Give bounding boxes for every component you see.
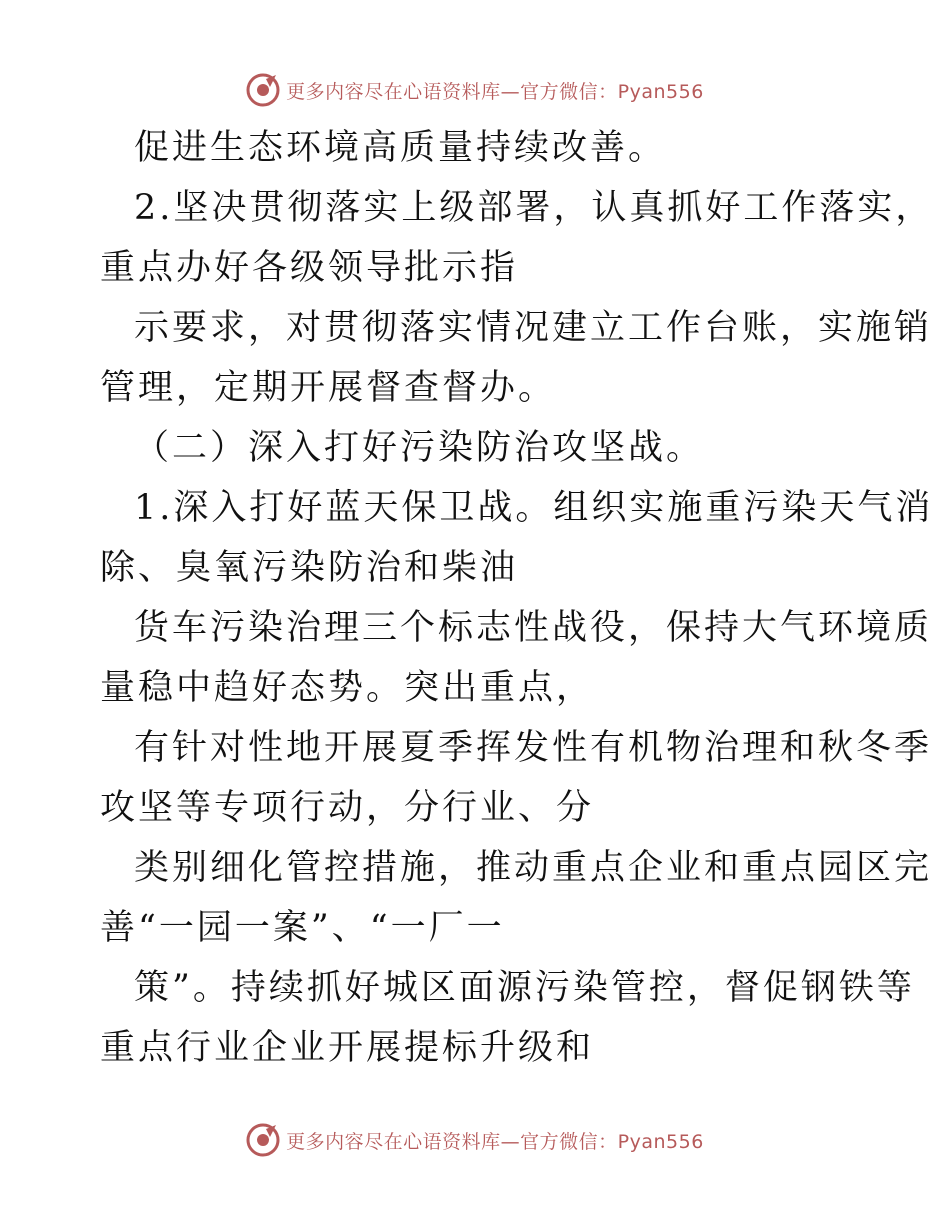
- header-watermark-text: 更多内容尽在心语资料库—官方微信：Pyan556: [286, 80, 704, 103]
- text-line: 善“一园一案”、“一厂一: [100, 908, 505, 948]
- text-line: 重点办好各级领导批示指: [100, 248, 519, 288]
- text-line: 除、臭氧污染防治和柴油: [100, 548, 519, 588]
- document-body: [100, 118, 934, 1078]
- text-line: 有针对性地开展夏季挥发性有机物治理和秋冬季: [134, 728, 933, 768]
- text-line: 重点行业企业开展提标升级和: [100, 1028, 595, 1068]
- text-line: 1.深入打好蓝天保卫战。组织实施重污染天气消: [134, 488, 934, 528]
- header-watermark: [0, 70, 950, 110]
- text-line: 货车污染治理三个标志性战役，保持大气环境质: [134, 608, 933, 648]
- text-line: 攻坚等专项行动，分行业、分: [100, 788, 595, 828]
- section-heading: （二）深入打好污染防治攻坚战。: [134, 428, 705, 468]
- footer-watermark-text: 更多内容尽在心语资料库—官方微信：Pyan556: [286, 1130, 704, 1153]
- text-line: 促进生态环境高质量持续改善。: [134, 128, 667, 168]
- text-line: 管理，定期开展督查督办。: [100, 368, 557, 408]
- text-line: 类别细化管控措施，推动重点企业和重点园区完: [134, 848, 933, 888]
- text-line: 2.坚决贯彻落实上级部署，认真抓好工作落实，: [134, 188, 934, 228]
- logo-icon: [246, 73, 280, 107]
- logo-icon: [246, 1123, 280, 1157]
- footer-watermark: [0, 1120, 950, 1160]
- text-line: 策”。持续抓好城区面源污染管控，督促钢铁等: [134, 968, 915, 1008]
- text-line: 量稳中趋好态势。突出重点，: [100, 668, 595, 708]
- text-line: 示要求，对贯彻落实情况建立工作台账，实施销: [134, 308, 933, 348]
